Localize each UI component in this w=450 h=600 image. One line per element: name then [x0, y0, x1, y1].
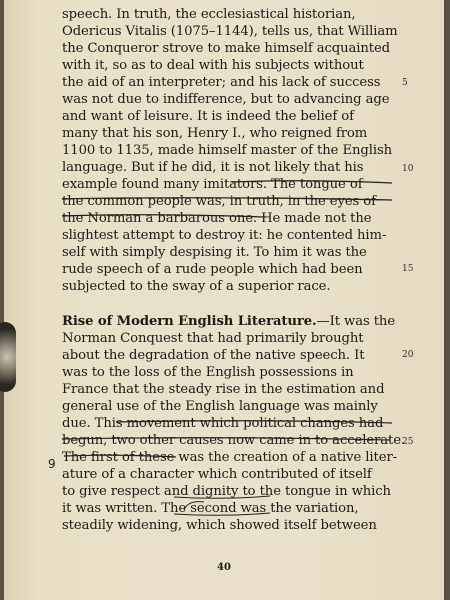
text-line: rude speech of a rude people which had been	[62, 262, 363, 277]
line-number: 15	[402, 264, 414, 274]
line-number: 25	[402, 437, 414, 447]
text-line: was not due to indifference, but to advancing age	[62, 92, 390, 107]
line-number: 20	[402, 350, 414, 360]
underline-mark-2	[174, 513, 270, 515]
strike-mark-4	[116, 421, 392, 423]
text-line: Norman Conquest that had primarily brought	[62, 331, 364, 346]
text-line: example found many imitators. The tongue of	[62, 177, 363, 192]
curl-mark	[184, 502, 204, 510]
text-line: the Conqueror strove to make himself acquainted	[62, 41, 391, 56]
text-line: general use of the English language was mainly	[62, 399, 378, 414]
line-number: 5	[402, 78, 408, 88]
section-heading: Rise of Modern English Literature.	[62, 314, 317, 329]
margin-mark: 9	[48, 457, 56, 471]
text-line: about the degradation of the native speech. It	[62, 348, 365, 363]
text-line: ature of a character which contributed of itself	[62, 467, 372, 482]
page-number: 40	[217, 562, 231, 573]
text-line: begun, two other causes now came in to accelerate.	[62, 433, 406, 448]
underline-mark-1	[174, 496, 270, 498]
text-line: language. But if he did, it is not likely that his	[62, 160, 364, 175]
text-line: the aid of an interpreter; and his lack of success	[62, 75, 381, 90]
text-line: France that the steady rise in the estimation and	[62, 382, 385, 397]
strike-mark-1	[232, 181, 392, 183]
text-line: The first of these was the creation of a native liter-	[62, 450, 398, 465]
line-number: 10	[402, 164, 414, 174]
ink-marks	[4, 0, 444, 600]
text-line: was to the loss of the English possessions in	[62, 365, 354, 380]
book-page	[4, 0, 444, 600]
text-line: speech. In truth, the ecclesiastical historian,	[62, 7, 356, 22]
strike-mark-2	[62, 198, 392, 200]
text-line: subjected to the sway of a superior race.	[62, 279, 331, 294]
text-line: the Norman a barbarous one. He made not the	[62, 211, 372, 226]
text-line: 1100 to 1135, made himself master of the English	[62, 143, 393, 158]
text-line: steadily widening, which showed itself between	[62, 518, 377, 533]
text-line: many that his son, Henry I., who reigned from	[62, 126, 368, 141]
section-heading-rest: —It was the	[316, 314, 396, 329]
text-line: due. This movement which political changes had	[62, 416, 384, 431]
text-line: it was written. The second was the variation,	[62, 501, 359, 516]
text-line: with it, so as to deal with his subjects without	[62, 58, 364, 73]
strike-mark-6	[64, 455, 176, 457]
text-line: to give respect and dignity to the tongue in which	[62, 484, 391, 499]
strike-mark-3	[62, 215, 266, 217]
text-line: Odericus Vitalis (1075–1144), tells us, that William	[62, 24, 398, 39]
text-line: and want of leisure. It is indeed the belief of	[62, 109, 354, 124]
text-line: the common people was, in truth, in the eyes of	[62, 194, 376, 209]
strike-mark-5	[62, 438, 390, 440]
text-line: self with simply despising it. To him it was the	[62, 245, 367, 260]
text-line: slightest attempt to destroy it: he contented him-	[62, 228, 387, 243]
